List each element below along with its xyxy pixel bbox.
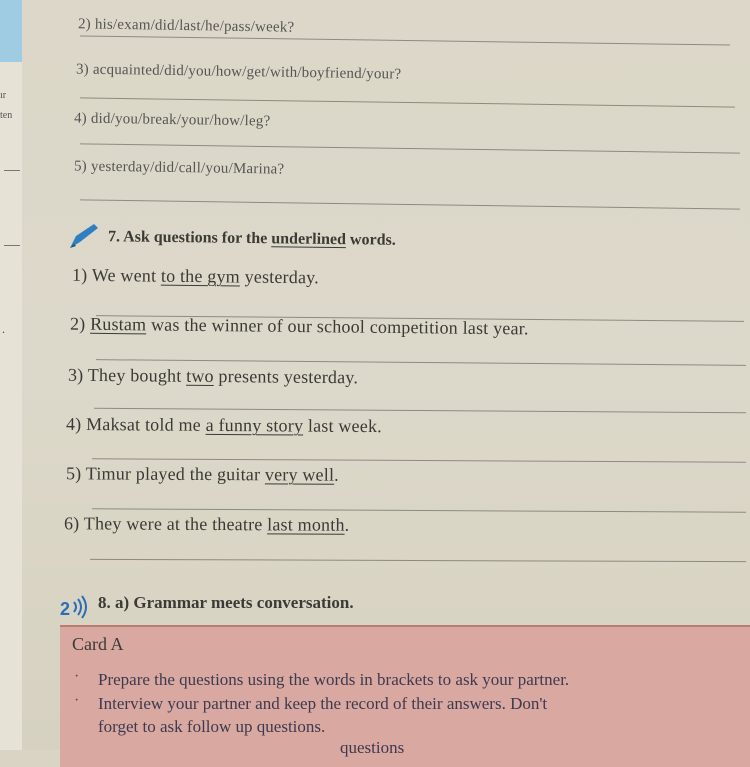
edge-text-bottom: ten	[0, 110, 13, 121]
item-text-before: They were at the theatre	[83, 513, 263, 535]
item-text-underlined: two	[186, 365, 214, 387]
item-text-after: was the winner of our school competition last year.	[150, 314, 529, 339]
item-number: 4)	[65, 413, 82, 435]
item-text-after: .	[334, 464, 339, 485]
card-line-1: Prepare the questions using the words in brackets to ask your partner.	[98, 670, 570, 689]
item-text-after: .	[344, 514, 350, 535]
item-number: 4)	[73, 110, 88, 127]
item-text-after: presents yesterday.	[218, 366, 359, 388]
item-number: 6)	[63, 513, 80, 534]
answer-line	[80, 199, 740, 209]
item-text-underlined: very well	[264, 464, 335, 485]
card-line-4: questions	[340, 738, 405, 757]
pencil-icon	[66, 222, 100, 252]
item-text: did/you/break/your/how/leg?	[90, 110, 271, 130]
heading-text-underlined: underlined	[271, 230, 347, 249]
ex7-item-5	[66, 463, 339, 485]
exercise-number: 7.	[107, 228, 121, 246]
item-text-after: last week.	[307, 415, 382, 437]
item-text-before: Timur played the guitar	[85, 463, 261, 485]
item-text-underlined: to the gym	[160, 265, 241, 287]
item-text: his/exam/did/last/he/pass/week?	[94, 16, 295, 36]
item-number: 2)	[77, 16, 92, 33]
answer-line	[92, 458, 746, 462]
answer-line	[80, 97, 735, 107]
item-text-underlined: a funny story	[205, 414, 304, 436]
edge-divider	[4, 245, 20, 246]
edge-dot: .	[2, 322, 5, 336]
answer-line	[80, 35, 730, 45]
answer-line	[80, 143, 740, 153]
card-line-3: forget to ask follow up questions.	[98, 717, 326, 736]
item-number: 5)	[65, 463, 82, 484]
item-number: 3)	[67, 364, 84, 385]
left-margin-blue-box	[0, 0, 22, 62]
answer-line	[90, 559, 746, 562]
edge-divider	[4, 170, 20, 171]
ex7-item-2	[70, 314, 529, 340]
bullet-mark: ·	[74, 668, 80, 685]
item-text-before: Maksat told me	[86, 414, 201, 435]
item-number: 5)	[73, 158, 88, 175]
item-number: 1)	[71, 264, 88, 285]
item-text-underlined: last month	[267, 514, 345, 535]
item-text-before: We went	[91, 264, 157, 286]
exercise8-heading: 8. a) Grammar meets conversation.	[98, 593, 354, 612]
heading-text-after: words.	[349, 231, 396, 249]
item-text: acquainted/did/you/how/get/with/boyfriend/your?	[92, 61, 402, 83]
item-number: 2)	[69, 313, 86, 334]
ex6-item-4	[74, 110, 271, 130]
answer-line	[92, 508, 746, 512]
ex7-item-3	[68, 365, 358, 389]
ex6-item-3	[76, 61, 402, 83]
bullet-mark: ·	[74, 692, 80, 709]
edge-text-top: ır	[0, 90, 7, 101]
item-text: yesterday/did/call/you/Marina?	[90, 158, 285, 178]
card-title: Card A	[72, 634, 124, 654]
answer-line	[94, 408, 746, 414]
exercise7-heading	[108, 228, 396, 250]
ex7-item-4	[66, 414, 382, 437]
ex6-item-2	[78, 16, 295, 36]
item-text-underlined: Rustam	[90, 313, 147, 335]
audio-track-number: 2	[60, 599, 71, 619]
item-number: 3)	[75, 61, 90, 78]
audio-icon	[60, 594, 92, 620]
card-line-2: Interview your partner and keep the record of their answers. Don't	[98, 694, 548, 713]
ex7-item-1	[72, 265, 319, 289]
answer-line	[96, 359, 746, 366]
heading-text-before: Ask questions for the	[123, 228, 268, 248]
item-text-before: They bought	[87, 364, 182, 386]
item-text-after: yesterday.	[244, 266, 320, 288]
ex6-item-5	[74, 158, 285, 178]
ex7-item-6	[64, 513, 349, 535]
